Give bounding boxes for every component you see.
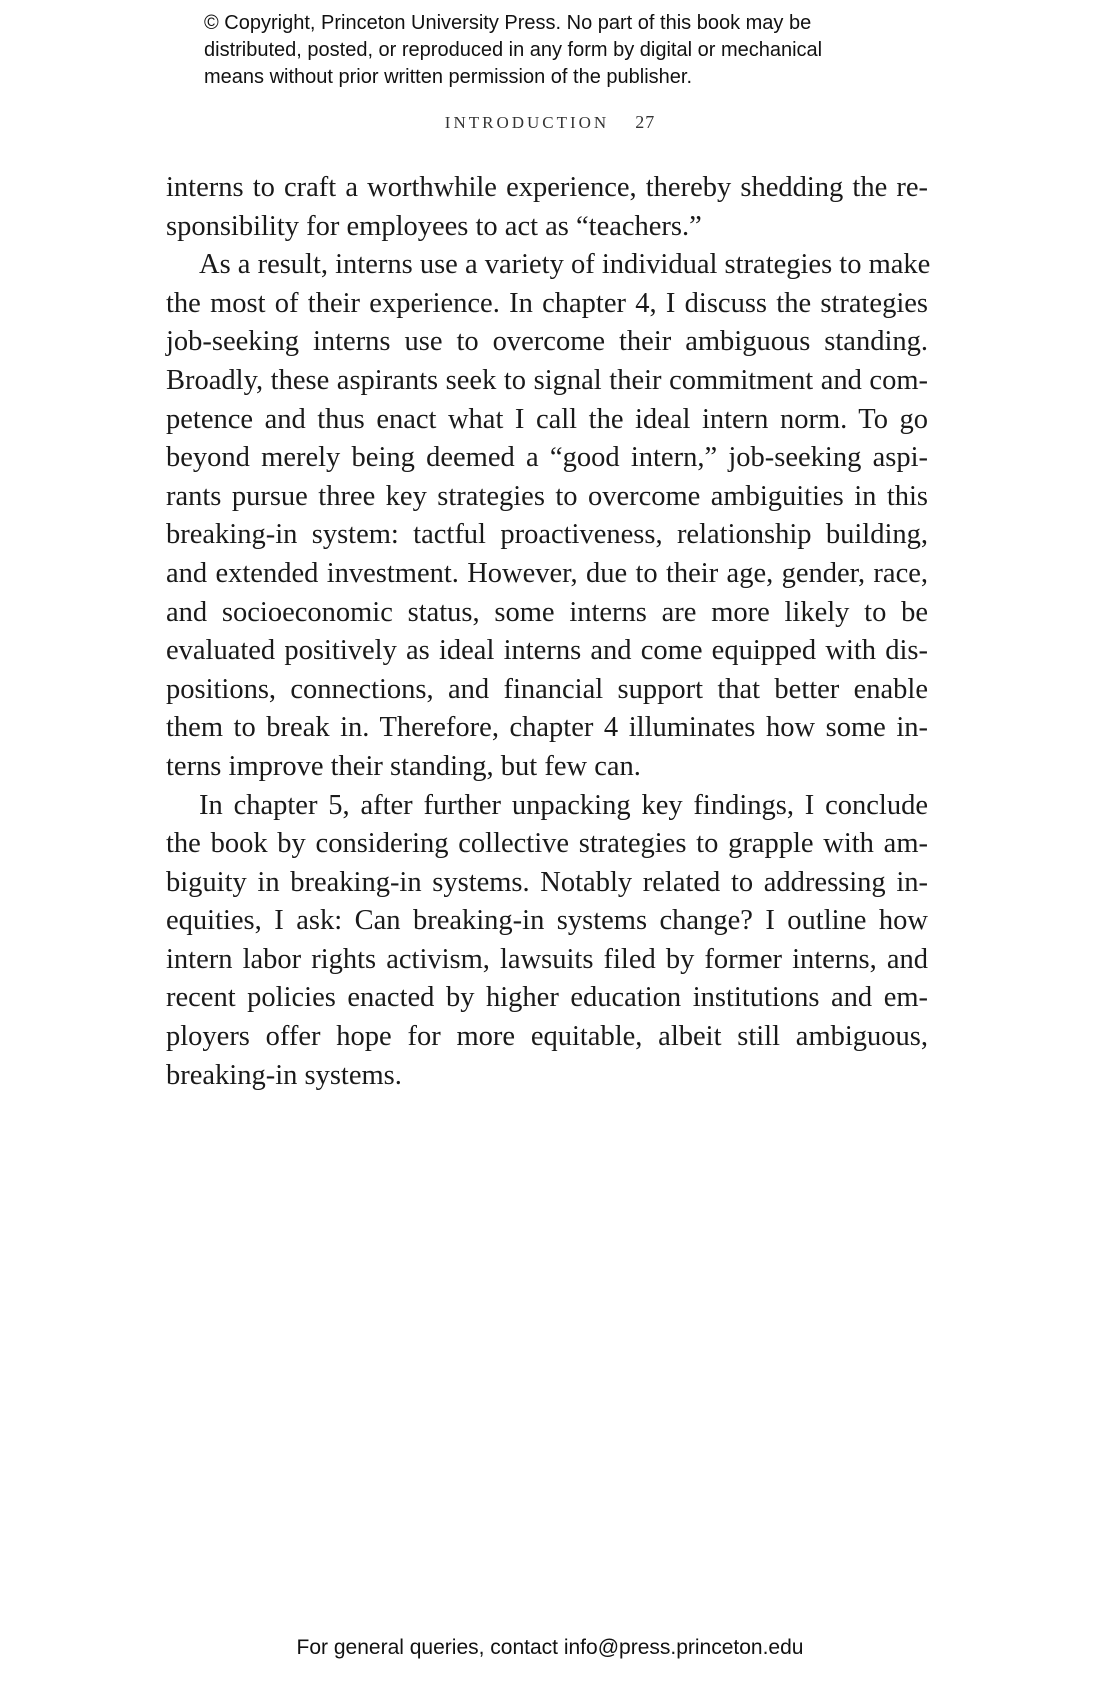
text-line: equities, I ask: Can breaking-in systems change? I outline how xyxy=(166,905,928,937)
text-line: interns to craft a worthwhile experience, thereby shedding the re- xyxy=(166,172,928,203)
copyright-line: © Copyright, Princeton University Press. No part of this book may be xyxy=(204,12,812,34)
text-line: job-seeking interns use to overcome their ambiguous standing. xyxy=(166,326,928,358)
text-line: petence and thus enact what I call the ideal intern norm. To go xyxy=(166,403,928,435)
text-line: intern labor rights activism, lawsuits filed by former interns, and xyxy=(166,943,928,975)
footer-contact: For general queries, contact info@press.princeton.edu xyxy=(296,1636,804,1659)
text-line: them to break in. Therefore, chapter 4 illuminates how some in- xyxy=(166,712,928,744)
paragraph xyxy=(166,787,928,1096)
body-text xyxy=(166,169,931,1095)
text-line: rants pursue three key strategies to overcome ambiguities in this xyxy=(166,480,928,512)
text-line: beyond merely being deemed a “good intern,” job-seeking aspi- xyxy=(166,442,928,474)
text-line: Broadly, these aspirants seek to signal their commitment and com- xyxy=(166,364,928,396)
text-line: ployers offer hope for more equitable, albeit still ambiguous, xyxy=(166,1021,928,1053)
paragraph xyxy=(166,169,928,246)
text-line: breaking-in systems. xyxy=(166,1059,402,1091)
text-line: and extended investment. However, due to their age, gender, race, xyxy=(166,557,928,589)
text-line: recent policies enacted by higher education institutions and em- xyxy=(166,982,928,1014)
text-line: terns improve their standing, but few can. xyxy=(166,750,641,782)
page-number: 27 xyxy=(635,112,656,132)
text-line: sponsibility for employees to act as “teachers.” xyxy=(166,210,702,242)
text-line: breaking-in system: tactful proactiveness, relationship building, xyxy=(166,519,928,551)
text-line: the book by considering collective strategies to grapple with am- xyxy=(166,828,928,860)
text-line: In chapter 5, after further unpacking key findings, I conclude xyxy=(199,789,928,821)
text-line: evaluated positively as ideal interns and come equipped with dis- xyxy=(166,635,928,667)
text-line: and socioeconomic status, some interns are more likely to be xyxy=(166,596,928,628)
running-head xyxy=(0,112,1100,133)
copyright-line: means without prior written permission of the publisher. xyxy=(204,66,693,88)
text-line: As a result, interns use a variety of individual strategies to make xyxy=(199,249,931,281)
text-line: biguity in breaking-in systems. Notably related to addressing in- xyxy=(166,866,928,898)
text-line: positions, connections, and financial support that better enable xyxy=(166,673,928,705)
copyright-notice xyxy=(204,10,924,91)
text-line: the most of their experience. In chapter 4, I discuss the strategies xyxy=(166,287,928,319)
running-head-title: INTRODUCTION xyxy=(444,113,610,132)
copyright-line: distributed, posted, or reproduced in any form by digital or mechanical xyxy=(204,39,823,61)
paragraph xyxy=(166,246,931,786)
